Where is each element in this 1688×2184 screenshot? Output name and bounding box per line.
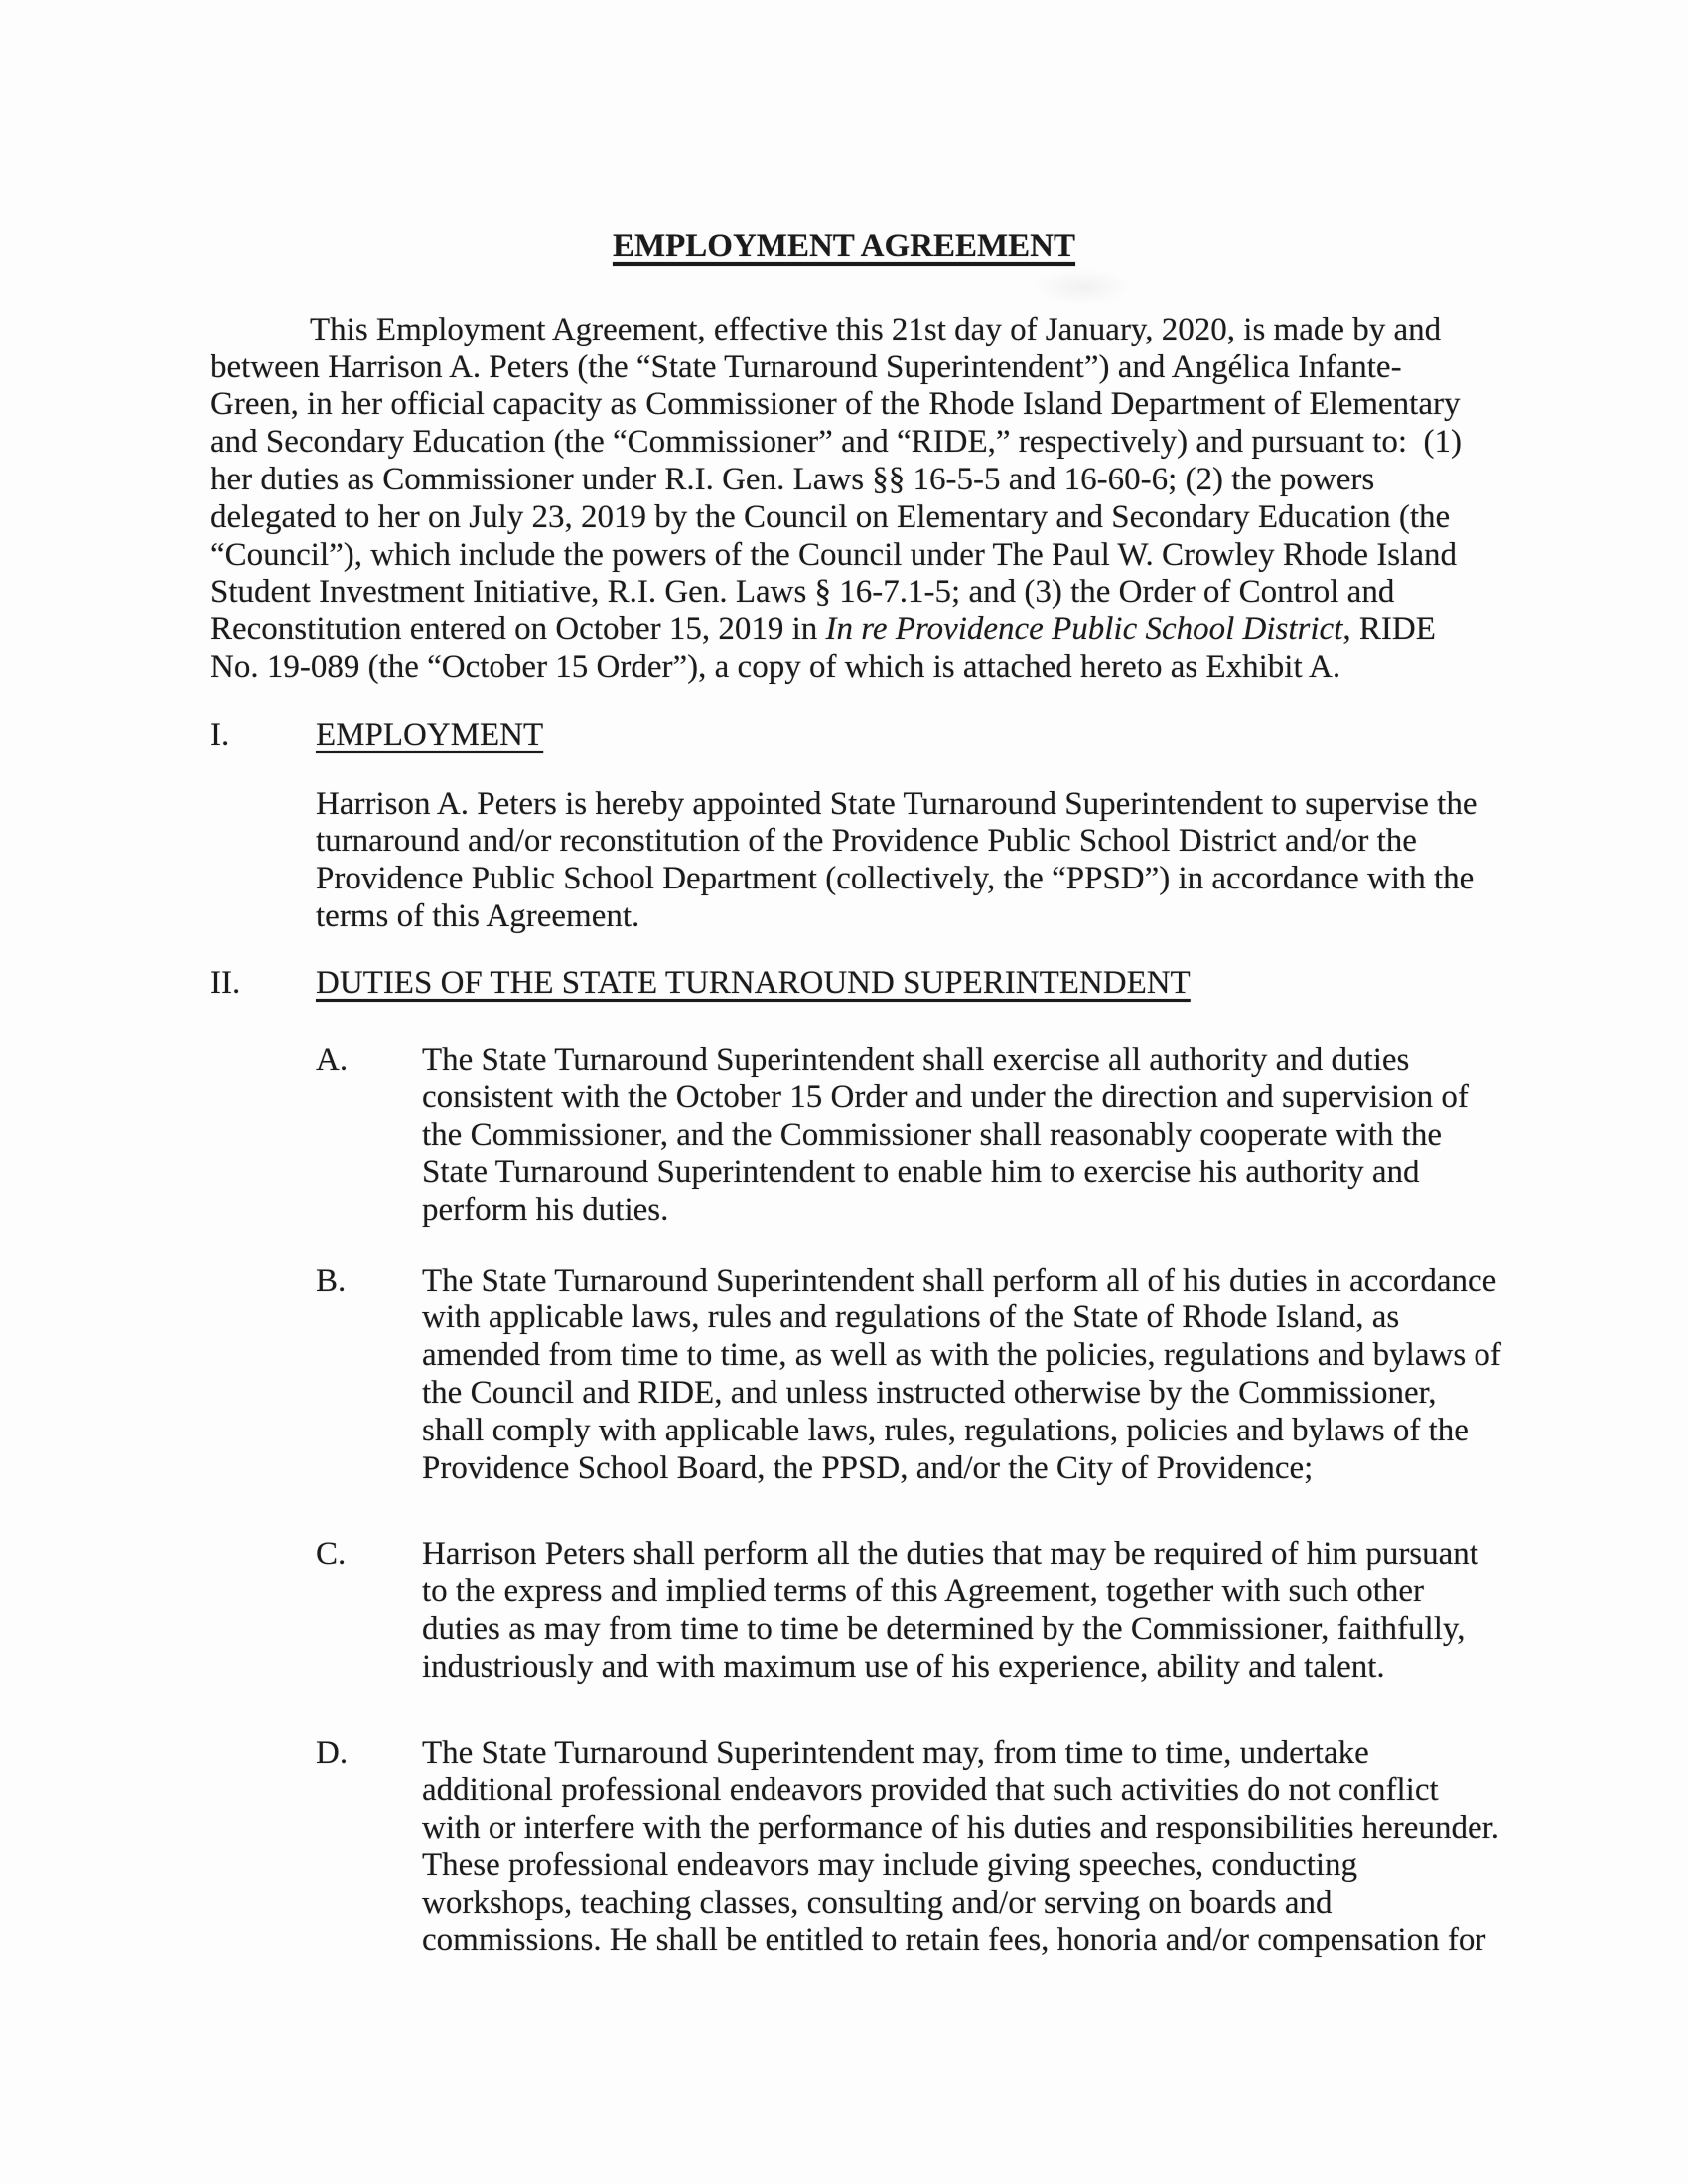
paragraph-line: shall comply with applicable laws, rules, regulations, policies and bylaws of the	[422, 1412, 1469, 1448]
clause-d	[316, 1734, 1500, 1961]
paragraph-line: amended from time to time, as well as with the policies, regulations and bylaws of	[422, 1337, 1501, 1374]
section-number: I.	[211, 716, 230, 752]
paragraph-line: additional professional endeavors provided that such activities do not conflict	[422, 1772, 1439, 1809]
intro-line: No. 19-089 (the “October 15 Order”), a copy of which is attached hereto as Exhibit A.	[211, 648, 1341, 685]
clause-label: C.	[316, 1536, 347, 1572]
section-title: DUTIES OF THE STATE TURNAROUND SUPERINTENDENT	[316, 964, 1191, 1001]
case-citation: In re Providence Public School District	[825, 612, 1343, 648]
clause-text	[422, 1735, 1499, 1961]
paragraph-line: duties as may from time to time be determined by the Commissioner, faithfully,	[422, 1610, 1466, 1647]
citation-after-text: , RIDE	[1342, 612, 1436, 648]
clause-label: D.	[316, 1734, 349, 1771]
document-title	[211, 228, 1477, 266]
document-title-text: EMPLOYMENT AGREEMENT	[612, 228, 1075, 264]
clause-text	[422, 1042, 1469, 1230]
clause-b	[316, 1262, 1501, 1488]
clause-label: A.	[316, 1041, 349, 1078]
paragraph-line: These professional endeavors may include giving speeches, conducting	[422, 1846, 1358, 1883]
paragraph-line: workshops, teaching classes, consulting and/or serving on boards and	[422, 1884, 1333, 1921]
section-heading-duties	[211, 965, 1477, 1003]
paragraph-line: commissions. He shall be entitled to retain fees, honoria and/or compensation for	[422, 1922, 1486, 1959]
paragraph-line: The State Turnaround Superintendent shall exercise all authority and duties	[422, 1041, 1410, 1078]
intro-line: This Employment Agreement, effective this 21st day of January, 2020, is made by and	[310, 311, 1442, 347]
paragraph-line: The State Turnaround Superintendent shall perform all of his duties in accordance	[422, 1262, 1497, 1298]
clause-text	[422, 1536, 1478, 1686]
paragraph-line: State Turnaround Superintendent to enable him to exercise his authority and	[422, 1154, 1420, 1190]
intro-line: her duties as Commissioner under R.I. Gen. Laws §§ 16-5-5 and 16-60-6; (2) the powers	[211, 461, 1375, 497]
intro-line: between Harrison A. Peters (the “State Turnaround Superintendent”) and Angélica Infante-	[211, 348, 1402, 385]
intro-line: and Secondary Education (the “Commissioner” and “RIDE,” respectively) and pursuant to: (1)	[211, 424, 1463, 461]
paragraph-line: consistent with the October 15 Order and under the direction and supervision of	[422, 1079, 1469, 1116]
clause-label: B.	[316, 1262, 347, 1298]
intro-line: Green, in her official capacity as Commissioner of the Rhode Island Department of Elementary	[211, 386, 1461, 423]
paragraph-line: industriously and with maximum use of his experience, ability and talent.	[422, 1648, 1385, 1685]
paragraph-line: Harrison Peters shall perform all the duties that may be required of him pursuant	[422, 1536, 1478, 1572]
paragraph-line: The State Turnaround Superintendent may, from time to time, undertake	[422, 1734, 1369, 1771]
paragraph-line: Providence School Board, the PPSD, and/or the City of Providence;	[422, 1449, 1314, 1486]
paragraph-line: the Commissioner, and the Commissioner shall reasonably cooperate with the	[422, 1117, 1442, 1154]
intro-line: Student Investment Initiative, R.I. Gen. Laws § 16-7.1-5; and (3) the Order of Control and	[211, 574, 1395, 611]
paragraph-line: with or interfere with the performance of his duties and responsibilities hereunder.	[422, 1810, 1500, 1846]
intro-line-citation	[211, 612, 1477, 649]
clause-text	[422, 1263, 1501, 1488]
paragraph-line: Harrison A. Peters is hereby appointed State Turnaround Superintendent to supervise the	[316, 785, 1477, 822]
paragraph-line: the Council and RIDE, and unless instructed otherwise by the Commissioner,	[422, 1374, 1437, 1411]
section-heading-employment	[211, 717, 1477, 754]
section-number: II.	[211, 964, 241, 1001]
clause-c	[316, 1536, 1477, 1686]
paragraph-line: to the express and implied terms of this Agreement, together with such other	[422, 1573, 1425, 1610]
intro-line: “Council”), which include the powers of the Council under The Paul W. Crowley Rhode Island	[211, 536, 1457, 573]
paragraph-line: Providence Public School Department (collectively, the “PPSD”) in accordance with the	[316, 861, 1475, 897]
citation-before-text: Reconstitution entered on October 15, 2019 in	[211, 612, 826, 648]
section-title: EMPLOYMENT	[316, 716, 544, 752]
paragraph-line: with applicable laws, rules and regulations of the State of Rhode Island, as	[422, 1299, 1400, 1336]
employment-paragraph	[316, 786, 1477, 936]
paragraph-line: terms of this Agreement.	[316, 897, 640, 934]
clause-a	[316, 1042, 1477, 1230]
paragraph-line: perform his duties.	[422, 1191, 669, 1228]
document-content	[211, 228, 1501, 1960]
intro-paragraph	[211, 312, 1477, 687]
intro-line: delegated to her on July 23, 2019 by the Council on Elementary and Secondary Education (the	[211, 498, 1451, 535]
paragraph-line: turnaround and/or reconstitution of the Providence Public School District and/or the	[316, 823, 1417, 860]
